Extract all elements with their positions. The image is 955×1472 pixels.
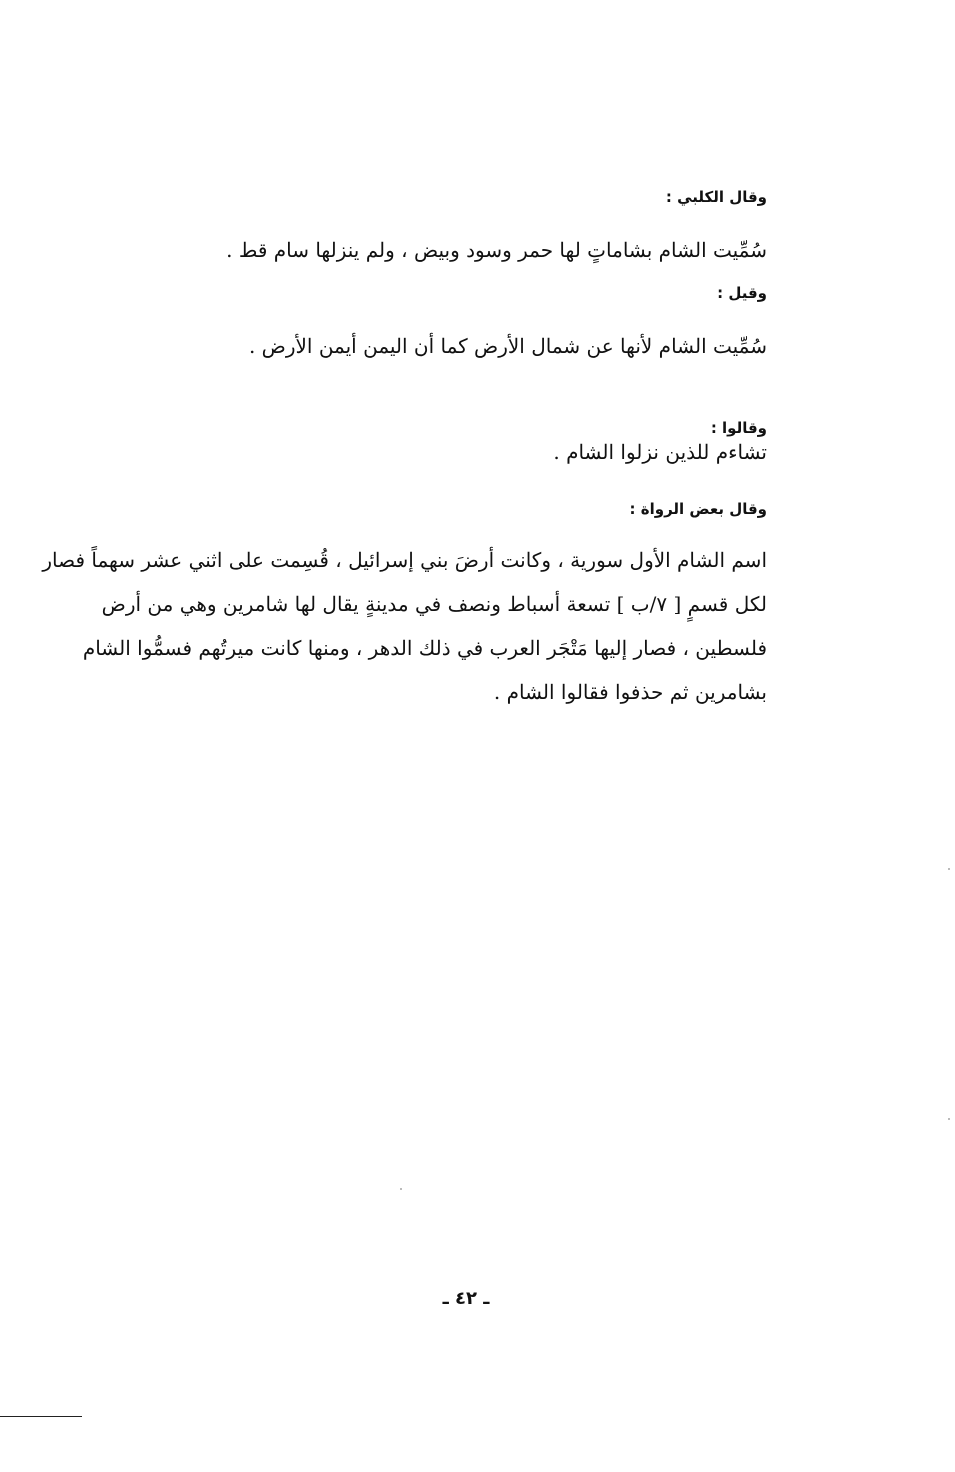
scan-speck [400, 1188, 402, 1190]
quote-qila: سُمِّيت الشام لأنها عن شمال الأرض كما أن اليمن أيمن الأرض . [248, 334, 767, 358]
page-number: ـ ٤٢ ـ [442, 1288, 490, 1309]
heading-ruwat: وقال بعض الرواة : [629, 500, 767, 518]
paragraph-line: اسم الشام الأول سورية ، وكانت أرضَ بني إسرائيل ، قُسِمت على اثني عشر سهماً فصار [42, 548, 767, 572]
heading-qalu: وقالوا : [710, 419, 767, 437]
paragraph-line: لكل قسمٍ [ ٧/ب ] تسعة أسباط ونصف في مدينةٍ يقال لها شامرين وهي من أرض [101, 592, 767, 616]
quote-kalbi: سُمِّيت الشام بشاماتٍ لها حمر وسود وبيض ، ولم ينزلها سام قط . [226, 238, 767, 262]
paragraph-line: بشامرين ثم حذفوا فقالوا الشام . [493, 680, 767, 704]
paragraph-line: فلسطين ، فصار إليها مَتْجَر العرب في ذلك الدهر ، ومنها كانت ميرتُهم فسمُّوا الشام [82, 636, 767, 660]
scan-speck [948, 868, 950, 870]
scan-speck [948, 1118, 950, 1120]
quote-qalu: تشاءم للذين نزلوا الشام . [553, 440, 767, 464]
footer-rule [0, 1416, 82, 1417]
heading-kalbi: وقال الكلبي : [665, 188, 767, 206]
heading-qila: وقيل : [717, 284, 767, 302]
